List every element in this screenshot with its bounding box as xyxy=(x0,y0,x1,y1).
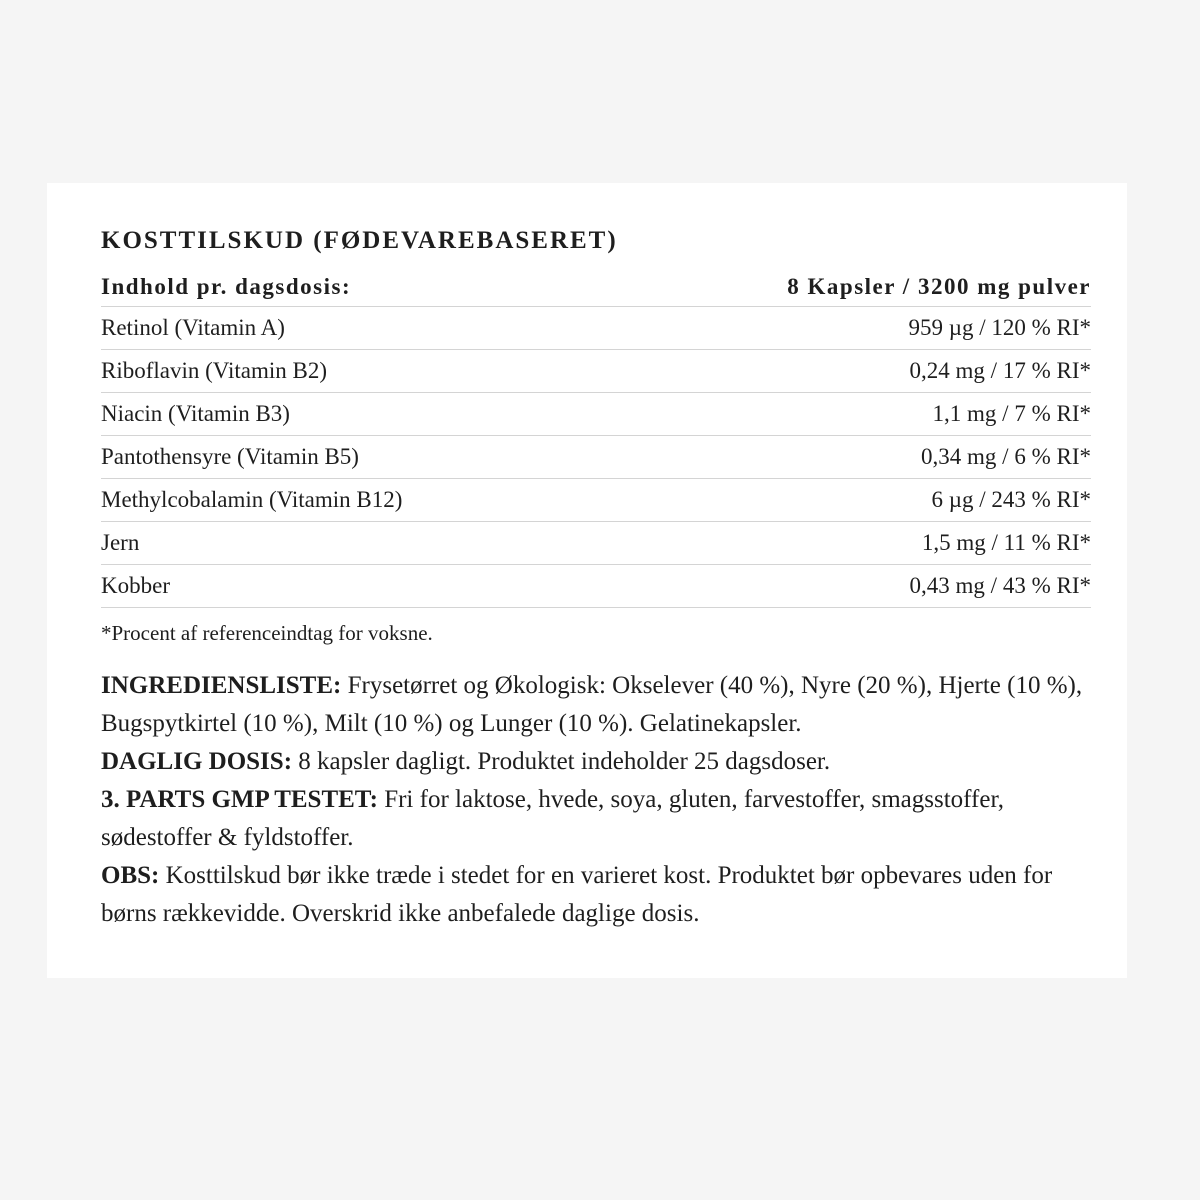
nutrient-value: 1,1 mg / 7 % RI* xyxy=(932,401,1091,426)
ingredients-key: INGREDIENSLISTE: xyxy=(101,672,342,699)
reference-intake-footnote: *Procent af referenceindtag for voksne. xyxy=(101,621,433,645)
label-title: KOSTTILSKUD (FØDEVAREBASERET) xyxy=(101,227,618,254)
supplement-label-card xyxy=(47,183,1127,978)
dosage-paragraph xyxy=(101,743,1101,781)
nutrient-name: Pantothensyre (Vitamin B5) xyxy=(101,444,359,469)
nutrient-value: 0,34 mg / 6 % RI* xyxy=(921,444,1091,469)
nutrient-name: Jern xyxy=(101,530,140,555)
nutrient-name: Riboflavin (Vitamin B2) xyxy=(101,358,328,383)
testing-paragraph xyxy=(101,781,1101,857)
nutrient-row-kobber xyxy=(101,565,1091,608)
testing-key: 3. PARTS GMP TESTET: xyxy=(101,786,378,813)
product-info xyxy=(101,667,1101,933)
nutrient-name: Niacin (Vitamin B3) xyxy=(101,401,290,426)
header-label: Indhold pr. dagsdosis: xyxy=(101,273,352,299)
nutrient-name: Methylcobalamin (Vitamin B12) xyxy=(101,487,403,512)
nutrient-value: 6 µg / 243 % RI* xyxy=(931,487,1091,512)
header-value: 8 Kapsler / 3200 mg pulver xyxy=(787,273,1091,299)
ingredients-paragraph xyxy=(101,667,1101,743)
nutrient-row-riboflavin xyxy=(101,350,1091,393)
nutrient-value: 0,43 mg / 43 % RI* xyxy=(909,573,1091,598)
ingredients-text: Frysetørret og Økologisk: Okselever (40 %), Nyre (20 %), Hjerte (10 %), Bugspytkirtel (10 %), Milt (10 %) og Lunger (10 %). Gelatinekapsler. xyxy=(101,672,1083,737)
nutrition-table xyxy=(101,267,1091,608)
dosage-key: DAGLIG DOSIS: xyxy=(101,748,293,775)
nutrient-row-niacin xyxy=(101,393,1091,436)
nutrient-row-pantothensyre xyxy=(101,436,1091,479)
nutrient-value: 1,5 mg / 11 % RI* xyxy=(921,530,1091,555)
testing-text: Fri for laktose, hvede, soya, gluten, farvestoffer, smagsstoffer, sødestoffer & fyldstoffer. xyxy=(101,786,1005,851)
nutrient-row-retinol xyxy=(101,307,1091,350)
nutrient-row-jern xyxy=(101,522,1091,565)
nutrition-table-header xyxy=(101,267,1091,307)
nutrient-value: 959 µg / 120 % RI* xyxy=(908,315,1091,340)
nutrient-value: 0,24 mg / 17 % RI* xyxy=(909,358,1091,383)
nutrient-name: Retinol (Vitamin A) xyxy=(101,315,285,340)
dosage-text: 8 kapsler dagligt. Produktet indeholder 25 dagsdoser. xyxy=(292,748,831,775)
nutrient-name: Kobber xyxy=(101,573,170,598)
obs-text: Kosttilskud bør ikke træde i stedet for en varieret kost. Produktet bør opbevares uden for børns rækkevidde. Overskrid ikke anbefalede daglige dosis. xyxy=(101,862,1053,927)
nutrient-row-methylcobalamin xyxy=(101,479,1091,522)
obs-key: OBS: xyxy=(101,862,160,889)
obs-paragraph xyxy=(101,857,1101,933)
